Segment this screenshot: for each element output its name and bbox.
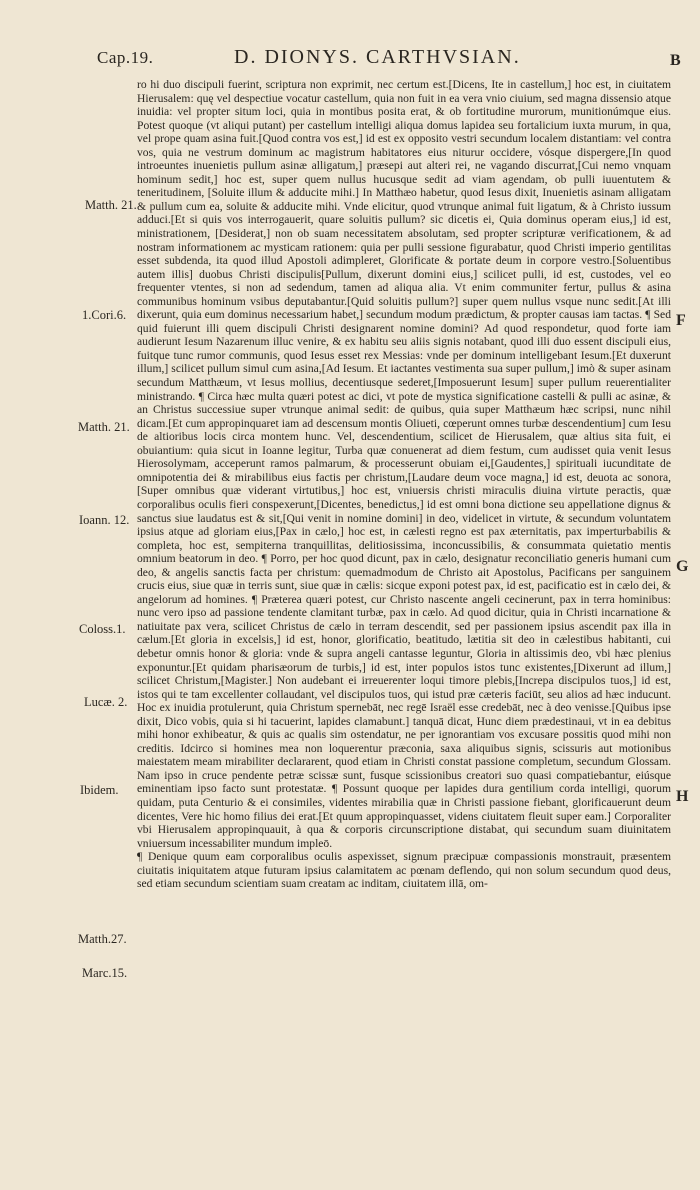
- section-letter: H: [676, 788, 689, 805]
- margin-reference: Matth.27.: [78, 932, 127, 946]
- section-letter: G: [676, 558, 689, 575]
- section-letter: F: [676, 312, 686, 329]
- main-text-column: [137, 78, 671, 891]
- paragraph: ¶ Denique quum eam corporalibus oculis aspexisset, signum præcipuæ compassionis monstrauit, præsentem ciuitatis iniquitatem atque futuram ipsius calamitatem ac pœnam deflendo, qui non solum secundum quod deus, sed etiam secundum scientiam suam creatam ac inditam, ciuitatem illā, om-: [137, 850, 671, 891]
- margin-reference: Ioann. 12.: [79, 513, 130, 527]
- page-title: D. DIONYS. CARTHVSIAN.: [234, 46, 521, 68]
- paragraph: ro hi duo discipuli fuerint, scriptura non exprimit, nec certum est.[Dicens, Ite in castellum,] hoc est, in ciuitatem Hierusalem: quę vel despectiue vocatur castellum, quia non fuit in ea vera vnio ciuium, sed magna dissensio atque inuidia: vel propter situm loci, quia in montibus posita erat, & ob fortitudine murorum, munitionúmque eius. Potest quoque (vt aliqui putant) per castellum intelligi aliqua domus lapidea seu fortalicium iuxta murum, in qua, vel prope quam asina fuit.[Quod contra vos est,] id est ex opposito vestri secundum localem distantiam: vel contra vos, quia ne vestrum dominum ac magistrum habitatores eius niturur occidere, vósque dispergere,[In quod introeuntes inuenietis pullum asinæ alligatum,] præsepi aut alteri rei, ne vagando discurrat,[Cui nemo vnquam hominum sedit,] hoc est, super quem nullus hucusque sedit ad viam agendam, ob pulli iuuentutem & teneritudinem, [Soluite illum & adducite mihi.] In Matthæo habetur, quod Iesus dixit, Inuenietis asinam alligatam & pullum cum ea, soluite & adducite mihi. Vnde elicitur, quod vtrunque animal fuit ligatum, & à Christo iussum adduci.[Et si quis vos interrogauerit, quare soluitis pullum? sic dicetis ei, Quia dominus operam eius,] id est, ministrationem, [Desiderat,] non ob suam necessitatem absolutam, sed propter scripturæ verificationem, & ad nostram informationem ac mysticam rationem: quia per pulli sessione figurabatur, quod Christi imperio gentilitas esset subdenda, ita quod illud Apostoli adimpleret, Glorificate & portate deum in corpore vestro.[Soluentibus autem illis] duobus Christi discipulis[Pullum, dixerunt domini eius,] scilicet pulli, id est, custodes, vel eo frequenter vtentes, si non ad sedendum, tamen ad aliqua alia. Vt enim communiter fertur, pullus & asina communibus hominum vsibus deputabantur.[Quid soluitis pullum?] super quem nullus vsque nunc sedit.[At illi dixerunt, quia eum dominus necessarium habet,] secundum modum prædictum, & propter causas iam tactas. ¶ Sed quid fuierunt illi quem discipuli Christi designarent nomine domini? Ad quod respondetur, quod forte iam audierunt Iesum Nazarenum illuc venire, & ex habitu seu aliis signis notabant, quod illi duo essent discipuli eius, fuitque tunc rumor communis, quod Iesus esset rex Messias: vnde per dominum intelligebant Iesum.[Et duxerunt illum,] scilicet pullum simul cum asina,[Ad Iesum. Et iactantes vestimenta sua super pullum,] imò & super asinam secundum Matthæum, vt Iesus mollius, decentiusque sederet,[Imposuerunt Iesum] super pullum reuerentialiter ministrando. ¶ Circa hæc multa quæri potest ac dici, vt pote de mystica significatione castelli & pulli ac asinæ, & an Christus successiue super vtrunque animal sedit: de quibus, quia super Matthæum hæc scripsi, nunc nihil dicam.[Et cum appropinquaret iam ad descensum montis Oliueti, cœperunt omnes turbæ descendentium] cum Iesu de altioribus locis circa montem hunc. Vel, descendentium, scilicet de Hierusalem, quæ altius sita fuit, ei obuiantium: quia sicut in Ioanne legitur, Turba quæ conuenerat ad diem festum, cum audisset quia venit Iesus Hierosolymam, acceperunt ramos palmarum, & processerunt obuiam ei,[Gaudentes,] spirituali iucunditate de omnipotentia dei & mirabilibus eius factis per christum,[Laudare deum voce magna,] id est, deuota ac sonora,[Super omnibus quæ viderant virtutibus,] hoc est, vniuersis christi miraculis diuina virtute peractis, quæ corporalibus oculis fieri conspexerunt,[Dicentes, benedictus,] id est omni bona dictione seu appellatione dignus & sanctus siue laudatus est & sit,[Qui venit in nomine domini] in deo, videlicet in virtute, & secundum voluntatem ipsius atque ad gloriam eius,[Pax in cælo,] hoc est, in cælesti regno est pax æternitatis, pax imperturbabilis & completa, hoc est, sempiterna tranquillitas, delitiosissima, inconcussibilis, & consummata quietatio mentis omnium beatorum in deo. ¶ Porro, per hoc quod dicunt, pax in cælo, designatur reconciliatio generis humani cum deo, & angelis sanctis facta per christum: quemadmodum de Christo ait Apostolus, Pacificans per sanguinem crucis eius, siue quæ in terris sunt, siue quæ in cælis: sicque exponi potest pax, id est, pacificatio est in cælo dei, & angelorum ad homines. ¶ Præterea quæri potest, cur Christo nascente angeli cecinerunt, pax in terra hominibus: nunc vero ipso ad passione tendente clamitant turbæ, pax in cælo. Ad quod dicitur, quia in Christi incarnatione & natiuitate pax vera, scilicet Christus de cælo in terram descendit, sed per passionem ipsius ascendit pax illa in cælum.[Et gloria in excelsis,] id est, honor, glorificatio, beatitudo, lætitia sit deo in cælestibus habitanti, cui debetur omnis honor & gloria: vnde & supra angeli cantasse leguntur, Gloria in altissimis deo, vbi hæc plenius exponuntur.[Et quidam pharisæorum de turbis,] id est, inter populos istos tunc existentes,[Dixerunt ad illum,] scilicet Christum,[Magister.] Non audebant ei irreuerenter loqui timore plebis,[Increpa discipulos tuos,] id est, istos qui te tam excellenter collaudant, vel discipulos tuos, qui istud præ cæteris faciūt, seu alios ad hæc inducunt. Hoc ex inuidia protulerunt, quia Christum spernebāt, nec regē Israël esse credebāt, nec à deo venisse.[Quibus ipse dixit, Dico vobis, quia si hi tacuerint, lapides clamabunt.] tanquā dicat, Hunc diem prædestinaui, vt in ea debitus mihi honor exhibeatur, & quis ac qualis sim ostendatur, ne per ignorantiam vos excusare possitis quod mihi non creditis. Idcirco si homines mea non loquerentur præconia, saxa aliquibus signis, scissuris aut motionibus maiestatem meam mirabiliter declararent, quod etiam in Christi constat passione completum, secundum Glossam. Nam ipso in cruce pendente petræ scissæ sunt, fusque scissionibus creatori suo quasi compatiebantur, eiúsque eminentiam ipso facto sunt protestatæ. ¶ Possunt quoque per lapides dura gentilium corda intelligi, quorum quidam, puta Centurio & ei consimiles, videntes mirabilia quæ in Christi passione fiebant, glorificauerunt deum dicentes, Vere hic homo filius dei erat.[Et quum appropinquasset, videns ciuitatem fleuit super eam.] Corporaliter vbi Hierusalem appropinquauit, à qua & corporis circunscriptione distabat, qui secundum suam diuinitatem vniuersum incessabiliter mundum impleō.: [137, 78, 671, 850]
- margin-reference: Lucæ. 2.: [84, 695, 128, 709]
- margin-reference: 1.Cori.6.: [82, 308, 127, 322]
- running-header: [0, 48, 700, 78]
- margin-reference: Ibidem.: [80, 783, 119, 797]
- margin-reference: Coloss.1.: [79, 622, 126, 636]
- section-letter: B: [670, 52, 681, 69]
- margin-reference: Matth. 21.: [85, 198, 137, 212]
- margin-reference: Marc.15.: [82, 966, 128, 980]
- margin-reference: Matth. 21.: [78, 420, 130, 434]
- chapter-label: Cap.19.: [97, 48, 154, 67]
